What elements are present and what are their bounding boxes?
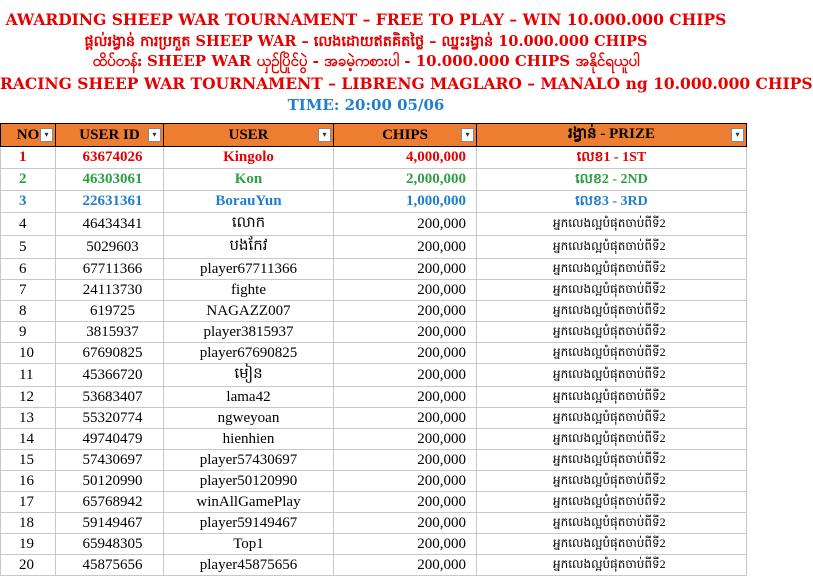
dropdown-filter-icon[interactable]: ▾ bbox=[461, 128, 474, 142]
cell-chips[interactable]: 200,000 bbox=[334, 259, 477, 280]
cell-no[interactable]: 10 bbox=[1, 343, 56, 364]
cell-user-id[interactable]: 45366720 bbox=[56, 364, 164, 387]
cell-user[interactable]: hienhien bbox=[164, 429, 334, 450]
cell-prize[interactable]: លេខ3 - 3RD bbox=[477, 191, 747, 213]
cell-no[interactable]: 13 bbox=[1, 408, 56, 429]
cell-no[interactable]: 4 bbox=[1, 213, 56, 236]
cell-chips[interactable]: 200,000 bbox=[334, 301, 477, 322]
cell-user-id[interactable]: 53683407 bbox=[56, 387, 164, 408]
table-row bbox=[1, 471, 747, 492]
table-row bbox=[1, 343, 747, 364]
cell-user-id[interactable]: 67690825 bbox=[56, 343, 164, 364]
cell-prize[interactable]: អ្នកលេងល្អបំផុតចាប់ពីទី2 bbox=[477, 364, 747, 387]
cell-user-id[interactable]: 50120990 bbox=[56, 471, 164, 492]
dropdown-filter-icon[interactable]: ▾ bbox=[731, 128, 744, 142]
table-row bbox=[1, 492, 747, 513]
table-row bbox=[1, 147, 747, 169]
cell-chips[interactable]: 2,000,000 bbox=[334, 169, 477, 191]
dropdown-filter-icon[interactable]: ▾ bbox=[148, 128, 161, 142]
table-row bbox=[1, 408, 747, 429]
cell-no[interactable]: 17 bbox=[1, 492, 56, 513]
cell-chips[interactable]: 200,000 bbox=[334, 408, 477, 429]
cell-user-id[interactable]: 65768942 bbox=[56, 492, 164, 513]
cell-user-id[interactable]: 619725 bbox=[56, 301, 164, 322]
table-row bbox=[1, 534, 747, 555]
title-khmer: ផ្តល់រង្វាន់ ការប្រកួត SHEEP WAR – លេងដោយឥតគិតថ្លៃ – ឈ្នះរង្វាន់ 10.000.000 CHIPS bbox=[84, 33, 648, 50]
table-row bbox=[1, 259, 747, 280]
cell-prize[interactable]: អ្នកលេងល្អបំផុតចាប់ពីទី2 bbox=[477, 343, 747, 364]
cell-prize[interactable]: អ្នកលេងល្អបំផុតចាប់ពីទី2 bbox=[477, 387, 747, 408]
cell-user[interactable]: Kon bbox=[164, 169, 334, 191]
cell-user[interactable]: លោក bbox=[164, 213, 334, 236]
cell-user[interactable]: player50120990 bbox=[164, 471, 334, 492]
cell-user-id[interactable]: 57430697 bbox=[56, 450, 164, 471]
table-row bbox=[1, 429, 747, 450]
cell-chips[interactable]: 200,000 bbox=[334, 513, 477, 534]
cell-chips[interactable]: 200,000 bbox=[334, 280, 477, 301]
cell-prize[interactable]: អ្នកលេងល្អបំផុតចាប់ពីទី2 bbox=[477, 429, 747, 450]
dropdown-filter-icon[interactable]: ▾ bbox=[40, 128, 53, 142]
cell-no[interactable]: 6 bbox=[1, 259, 56, 280]
cell-prize[interactable]: អ្នកលេងល្អបំផុតចាប់ពីទី2 bbox=[477, 301, 747, 322]
cell-prize[interactable]: អ្នកលេងល្អបំផុតចាប់ពីទី2 bbox=[477, 280, 747, 301]
cell-user-id[interactable]: 24113730 bbox=[56, 280, 164, 301]
cell-chips[interactable]: 4,000,000 bbox=[334, 147, 477, 169]
cell-user[interactable]: Kingolo bbox=[164, 147, 334, 169]
cell-chips[interactable]: 200,000 bbox=[334, 471, 477, 492]
cell-chips[interactable]: 200,000 bbox=[334, 236, 477, 259]
table-row bbox=[1, 301, 747, 322]
table-row bbox=[1, 387, 747, 408]
col-header-no[interactable]: NO ▾ bbox=[1, 124, 56, 147]
table-row bbox=[1, 555, 747, 576]
cell-user-id[interactable]: 49740479 bbox=[56, 429, 164, 450]
cell-user[interactable]: player57430697 bbox=[164, 450, 334, 471]
cell-prize[interactable]: អ្នកលេងល្អបំផុតចាប់ពីទី2 bbox=[477, 408, 747, 429]
cell-chips[interactable]: 200,000 bbox=[334, 429, 477, 450]
cell-user[interactable]: មៀន bbox=[164, 364, 334, 387]
results-table bbox=[0, 123, 747, 576]
cell-user[interactable]: winAllGamePlay bbox=[164, 492, 334, 513]
cell-user[interactable]: player67711366 bbox=[164, 259, 334, 280]
event-time: TIME: 20:00 05/06 bbox=[287, 96, 445, 114]
cell-user-id[interactable]: 63674026 bbox=[56, 147, 164, 169]
cell-no[interactable]: 18 bbox=[1, 513, 56, 534]
cell-user[interactable]: lama42 bbox=[164, 387, 334, 408]
cell-user-id[interactable]: 46434341 bbox=[56, 213, 164, 236]
cell-user-id[interactable]: 67711366 bbox=[56, 259, 164, 280]
cell-no[interactable]: 3 bbox=[1, 191, 56, 213]
cell-user-id[interactable]: 46303061 bbox=[56, 169, 164, 191]
cell-user[interactable]: fighte bbox=[164, 280, 334, 301]
col-header-user[interactable]: USER ▾ bbox=[164, 124, 334, 147]
cell-no[interactable]: 7 bbox=[1, 280, 56, 301]
title-filipino: RACING SHEEP WAR TOURNAMENT – LIBRENG MAGLARO – MANALO ng 10.000.000 CHIPS bbox=[0, 74, 813, 93]
cell-no[interactable]: 12 bbox=[1, 387, 56, 408]
cell-chips[interactable]: 200,000 bbox=[334, 492, 477, 513]
dropdown-filter-icon[interactable]: ▾ bbox=[318, 128, 331, 142]
cell-prize[interactable]: អ្នកលេងល្អបំផុតចាប់ពីទី2 bbox=[477, 213, 747, 236]
title-english: AWARDING SHEEP WAR TOURNAMENT – FREE TO PLAY – WIN 10.000.000 CHIPS bbox=[5, 10, 727, 29]
cell-chips[interactable]: 200,000 bbox=[334, 534, 477, 555]
cell-user[interactable]: បងកែវ bbox=[164, 236, 334, 259]
col-header-prize[interactable]: រង្វាន់ - PRIZE ▾ bbox=[477, 124, 747, 147]
cell-no[interactable]: 11 bbox=[1, 364, 56, 387]
cell-chips[interactable]: 200,000 bbox=[334, 555, 477, 576]
cell-prize[interactable]: អ្នកលេងល្អបំផុតចាប់ពីទី2 bbox=[477, 322, 747, 343]
cell-user[interactable]: player45875656 bbox=[164, 555, 334, 576]
cell-no[interactable]: 9 bbox=[1, 322, 56, 343]
table-row bbox=[1, 322, 747, 343]
col-header-user-id[interactable]: USER ID ▾ bbox=[56, 124, 164, 147]
cell-prize[interactable]: អ្នកលេងល្អបំផុតចាប់ពីទី2 bbox=[477, 236, 747, 259]
cell-user[interactable]: Top1 bbox=[164, 534, 334, 555]
cell-prize[interactable]: លេខ2 - 2ND bbox=[477, 169, 747, 191]
table-row bbox=[1, 191, 747, 213]
cell-user[interactable]: ngweyoan bbox=[164, 408, 334, 429]
cell-prize[interactable]: អ្នកលេងល្អបំផុតចាប់ពីទី2 bbox=[477, 492, 747, 513]
cell-no[interactable]: 19 bbox=[1, 534, 56, 555]
table-row bbox=[1, 236, 747, 259]
cell-chips[interactable]: 200,000 bbox=[334, 387, 477, 408]
cell-chips[interactable]: 200,000 bbox=[334, 450, 477, 471]
cell-chips[interactable]: 200,000 bbox=[334, 213, 477, 236]
table-row bbox=[1, 364, 747, 387]
cell-no[interactable]: 15 bbox=[1, 450, 56, 471]
table-row bbox=[1, 213, 747, 236]
header-row bbox=[1, 124, 747, 147]
title-burmese: ထိပ်တန်း SHEEP WAR ယှဉ်ပြိုင်ပွဲ - အခမဲ့ကစားပါ - 10.000.000 CHIPS အနိုင်ရယူပါ bbox=[92, 52, 640, 70]
cell-user-id[interactable]: 65948305 bbox=[56, 534, 164, 555]
cell-user-id[interactable]: 22631361 bbox=[56, 191, 164, 213]
cell-prize[interactable]: អ្នកលេងល្អបំផុតចាប់ពីទី2 bbox=[477, 513, 747, 534]
cell-user-id[interactable]: 55320774 bbox=[56, 408, 164, 429]
cell-no[interactable]: 5 bbox=[1, 236, 56, 259]
table-row bbox=[1, 169, 747, 191]
cell-prize[interactable]: លេខ1 - 1ST bbox=[477, 147, 747, 169]
cell-chips[interactable]: 200,000 bbox=[334, 322, 477, 343]
cell-user-id[interactable]: 59149467 bbox=[56, 513, 164, 534]
col-header-chips[interactable]: CHIPS ▾ bbox=[334, 124, 477, 147]
cell-no[interactable]: 1 bbox=[1, 147, 56, 169]
cell-user-id[interactable]: 3815937 bbox=[56, 322, 164, 343]
table-row bbox=[1, 280, 747, 301]
cell-prize[interactable]: អ្នកលេងល្អបំផុតចាប់ពីទី2 bbox=[477, 534, 747, 555]
cell-no[interactable]: 8 bbox=[1, 301, 56, 322]
cell-no[interactable]: 14 bbox=[1, 429, 56, 450]
cell-chips[interactable]: 200,000 bbox=[334, 364, 477, 387]
cell-chips[interactable]: 1,000,000 bbox=[334, 191, 477, 213]
cell-user[interactable]: player3815937 bbox=[164, 322, 334, 343]
cell-prize[interactable]: អ្នកលេងល្អបំផុតចាប់ពីទី2 bbox=[477, 450, 747, 471]
table-row bbox=[1, 513, 747, 534]
cell-prize[interactable]: អ្នកលេងល្អបំផុតចាប់ពីទី2 bbox=[477, 471, 747, 492]
cell-no[interactable]: 2 bbox=[1, 169, 56, 191]
cell-prize[interactable]: អ្នកលេងល្អបំផុតចាប់ពីទី2 bbox=[477, 259, 747, 280]
cell-user[interactable]: player59149467 bbox=[164, 513, 334, 534]
cell-user[interactable]: BorauYun bbox=[164, 191, 334, 213]
cell-user[interactable]: NAGAZZ007 bbox=[164, 301, 334, 322]
cell-user-id[interactable]: 5029603 bbox=[56, 236, 164, 259]
table-row bbox=[1, 450, 747, 471]
cell-user-id[interactable]: 45875656 bbox=[56, 555, 164, 576]
cell-user[interactable]: player67690825 bbox=[164, 343, 334, 364]
cell-chips[interactable]: 200,000 bbox=[334, 343, 477, 364]
cell-no[interactable]: 20 bbox=[1, 555, 56, 576]
cell-no[interactable]: 16 bbox=[1, 471, 56, 492]
cell-prize[interactable]: អ្នកលេងល្អបំផុតចាប់ពីទី2 bbox=[477, 555, 747, 576]
